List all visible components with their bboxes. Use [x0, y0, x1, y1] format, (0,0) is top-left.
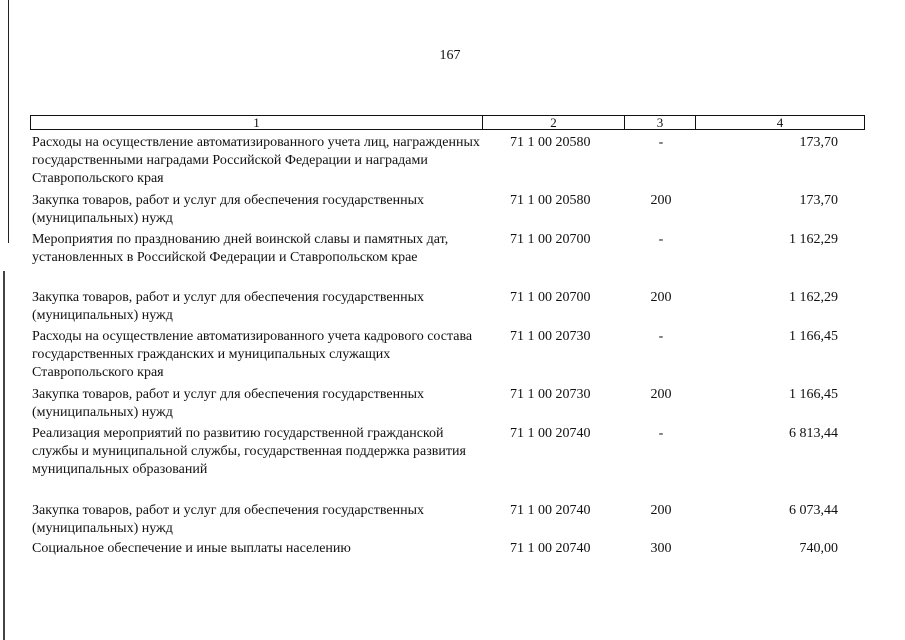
row-type: 200: [650, 193, 672, 208]
page-number: 167: [439, 48, 461, 63]
row-code: 71 1 00 20730: [510, 329, 591, 344]
row-name: Закупка товаров, работ и услуг для обеспечения государственных (муниципальных) нужд: [32, 387, 425, 420]
column-header-1: 1: [31, 116, 483, 129]
row-code: 71 1 00 20580: [510, 135, 591, 150]
row-name: Мероприятия по празднованию дней воинской славы и памятных дат, установленных в Российской Федерации и Ставропольском крае: [32, 232, 449, 265]
row-code: 71 1 00 20740: [510, 541, 591, 556]
row-sum: 740,00: [799, 541, 838, 556]
row-sum: 6 073,44: [789, 503, 838, 518]
row-sum: 1 162,29: [789, 232, 838, 247]
row-name: Закупка товаров, работ и услуг для обеспечения государственных (муниципальных) нужд: [32, 503, 425, 536]
row-code: 71 1 00 20740: [510, 426, 591, 441]
row-type: -: [658, 232, 664, 247]
table-header: [30, 115, 865, 130]
row-sum: 173,70: [799, 135, 838, 150]
row-type: -: [658, 329, 664, 344]
row-sum: 1 166,45: [789, 329, 838, 344]
row-type: -: [658, 426, 664, 441]
row-code: 71 1 00 20700: [510, 290, 591, 305]
row-name: Закупка товаров, работ и услуг для обеспечения государственных (муниципальных) нужд: [32, 290, 425, 323]
row-code: 71 1 00 20730: [510, 387, 591, 402]
scan-edge-line: [8, 0, 9, 243]
row-name: Закупка товаров, работ и услуг для обеспечения государственных (муниципальных) нужд: [32, 193, 425, 226]
row-sum: 1 162,29: [789, 290, 838, 305]
row-type: 200: [650, 503, 672, 518]
column-header-2: 2: [483, 116, 625, 129]
row-type: -: [658, 135, 664, 150]
row-name: Расходы на осуществление автоматизированного учета кадрового состава государственных гражданских и муниципальных служащих Ставропольского края: [32, 329, 473, 380]
row-type: 300: [650, 541, 672, 556]
row-code: 71 1 00 20700: [510, 232, 591, 247]
row-code: 71 1 00 20740: [510, 503, 591, 518]
column-header-3: 3: [625, 116, 696, 129]
row-sum: 6 813,44: [789, 426, 838, 441]
row-type: 200: [650, 387, 672, 402]
row-name: Реализация мероприятий по развитию государственной гражданской службы и муниципальной службы, государственная поддержка развития муниципальных образований: [32, 426, 466, 477]
row-sum: 1 166,45: [789, 387, 838, 402]
scan-edge-line: [3, 271, 5, 640]
row-code: 71 1 00 20580: [510, 193, 591, 208]
row-name: Социальное обеспечение и иные выплаты населению: [32, 541, 351, 556]
row-type: 200: [650, 290, 672, 305]
row-name: Расходы на осуществление автоматизированного учета лиц, награжденных государственными наградами Российской Федерации и наградами Ставропольского края: [32, 135, 480, 186]
row-sum: 173,70: [799, 193, 838, 208]
column-header-4: 4: [776, 115, 784, 130]
